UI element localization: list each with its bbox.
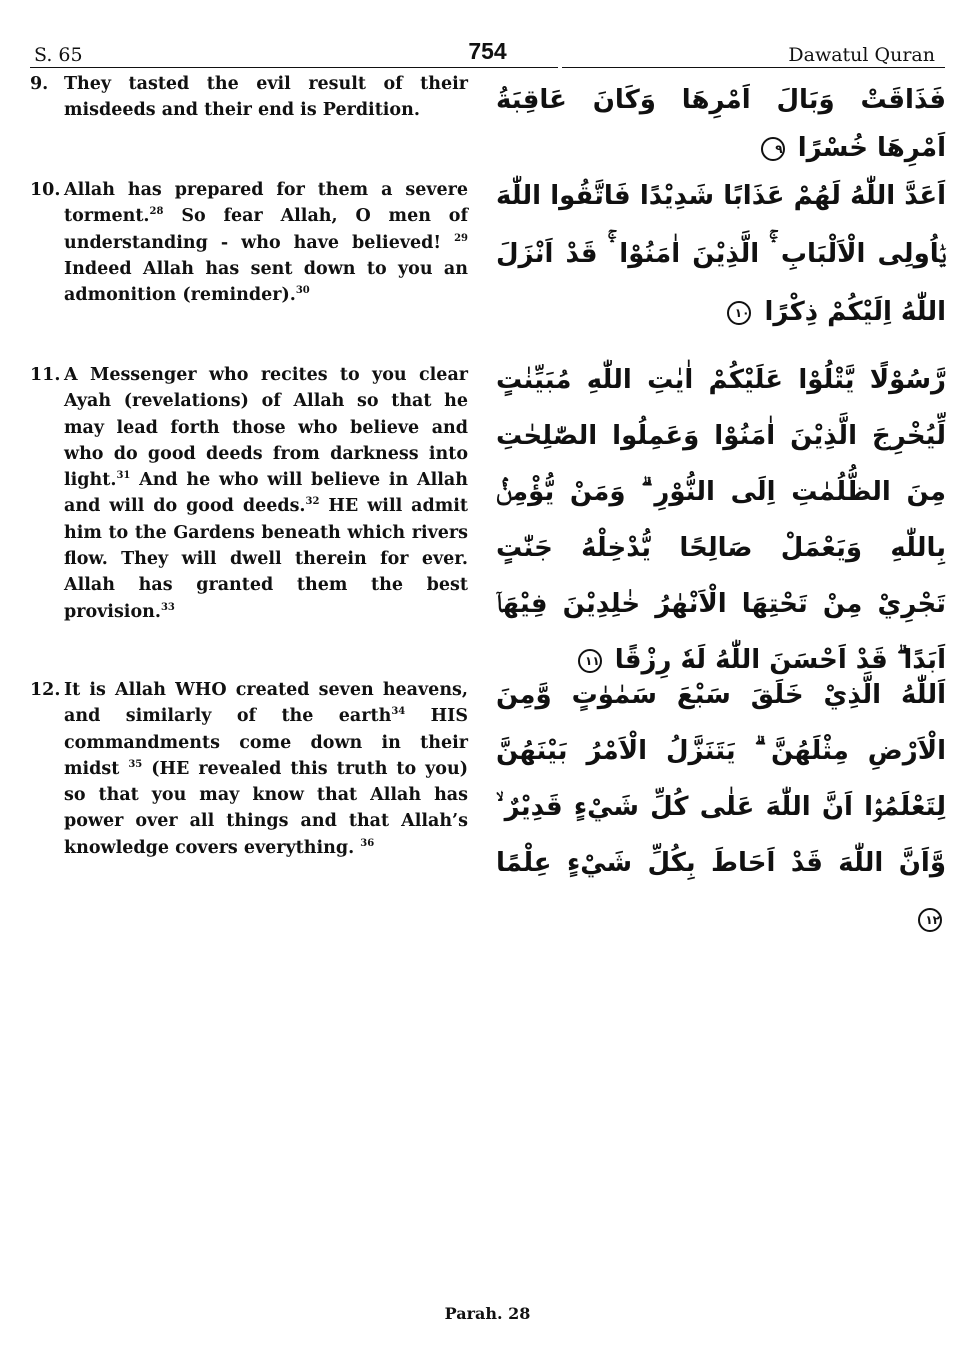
translation-text: Indeed Allah has sent down to you an admonition (reminder). [64, 258, 468, 306]
verse-text [30, 177, 468, 308]
footnote-ref: 34 [391, 706, 406, 718]
translation-text: And he who will believe in Allah and will do good deeds. [64, 470, 468, 517]
translation-text: A Messenger who recites to you clear Ayah (revelations) of Allah so that he may lead forth those who believe and who do good deeds from darkness into light. [64, 365, 468, 491]
verse-translation-9 [30, 71, 468, 124]
translation-text: Allah has prepared for them a severe torment. [64, 180, 468, 227]
arabic-verse-11 [496, 352, 946, 688]
verse-number: 12. [30, 680, 61, 700]
translation-text: So fear Allah, O men of understanding - who have believed! [64, 206, 468, 253]
verse-translation-10 [30, 177, 468, 308]
footnote-ref: 33 [160, 601, 175, 613]
verse-text [30, 362, 468, 625]
verse-text [30, 677, 468, 861]
translation-text: It is Allah WHO created seven heavens, and similarly of the earth [64, 680, 468, 727]
header-rule-right [562, 67, 945, 68]
arabic-text: اَللّٰهُ الَّذِيْ خَلَقَ سَبْعَ سَمٰوٰتٍ وَّمِنَ الْاَرْضِ مِثْلَهُنَّ ۗ يَتَنَزَّلُ الْاَمْرُ بَيْنَهُنَّ لِتَعْلَمُوْۤا اَنَّ اللّٰهَ عَلٰى كُلِّ شَيْءٍ قَدِيْرٌ ۙ وَّاَنَّ اللّٰهَ قَدْ اَحَاطَ بِكُلِّ شَيْءٍ عِلْمًا [496, 680, 946, 878]
arabic-verse-10 [496, 167, 946, 341]
book-title: Dawatul Quran [788, 44, 935, 66]
translation-text: HIS commandments come down in their midst [64, 706, 469, 779]
page-footer: Parah. 28 [444, 1304, 531, 1323]
aya-number-marker: ١١ [578, 649, 602, 673]
header-rule-left [30, 67, 558, 68]
footnote-ref: 30 [295, 285, 310, 297]
arabic-text: رَّسُوْلًا يَّتْلُوْا عَلَيْكُمْ اٰيٰتِ اللّٰهِ مُبَيِّنٰتٍ لِّيُخْرِجَ الَّذِيْنَ اٰمَنُوْا وَعَمِلُوا الصّٰلِحٰتِ مِنَ الظُّلُمٰتِ اِلَى النُّوْرِ ۗ وَمَنْ يُّؤْمِنْۢ بِاللّٰهِ وَيَعْمَلْ صَالِحًا يُّدْخِلْهُ جَنّٰتٍ تَجْرِيْ مِنْ تَحْتِهَا الْاَنْهٰرُ خٰلِدِيْنَ فِيْهَاۤ اَبَدًا ۗ قَدْ اَحْسَنَ اللّٰهُ لَهٗ رِزْقًا [496, 365, 946, 675]
footnote-ref: 31 [116, 470, 131, 482]
verse-number: 11. [30, 365, 61, 385]
translation-text: HE will admit him to the Gardens beneath which rivers flow. They will dwell therein for ever. Allah has granted them the best provision. [64, 496, 469, 622]
footnote-ref: 32 [305, 496, 320, 508]
page-number: 754 [468, 38, 507, 64]
arabic-verse-9 [496, 76, 946, 172]
aya-number-marker: ١٢ [918, 908, 942, 932]
aya-number-marker: ١٠ [727, 301, 751, 325]
verse-number: 9. [30, 74, 49, 94]
aya-number-marker: ٩ [761, 137, 785, 161]
footnote-ref: 28 [149, 206, 164, 218]
verse-translation-12 [30, 677, 468, 861]
translation-text: (HE revealed this truth to you) so that you may know that Allah has power over all things and that Allah’s knowledge covers everything. [64, 758, 468, 858]
footnote-ref: 36 [360, 837, 375, 849]
footnote-ref: 29 [454, 232, 468, 244]
page-header [30, 38, 945, 68]
verse-number: 10. [30, 180, 61, 200]
verse-text [30, 71, 468, 124]
translation-text: They tasted the evil result of their misdeeds and their end is Perdition. [64, 74, 468, 121]
arabic-text: فَذَاقَتْ وَبَالَ اَمْرِهَا وَكَانَ عَاقِبَةُ اَمْرِهَا خُسْرًا [496, 85, 946, 163]
arabic-verse-12 [496, 667, 946, 947]
arabic-text: اَعَدَّ اللّٰهُ لَهُمْ عَذَابًا شَدِيْدًا فَاتَّقُوا اللّٰهَ يٰۤاُولِى الْاَلْبَابِ ۛۚ الَّذِيْنَ اٰمَنُوْا ۛۚ قَدْ اَنْزَلَ اللّٰهُ اِلَيْكُمْ ذِكْرًا [496, 181, 946, 327]
surah-label: S. 65 [34, 44, 83, 66]
verse-translation-11 [30, 362, 468, 625]
footnote-ref: 35 [128, 759, 143, 771]
